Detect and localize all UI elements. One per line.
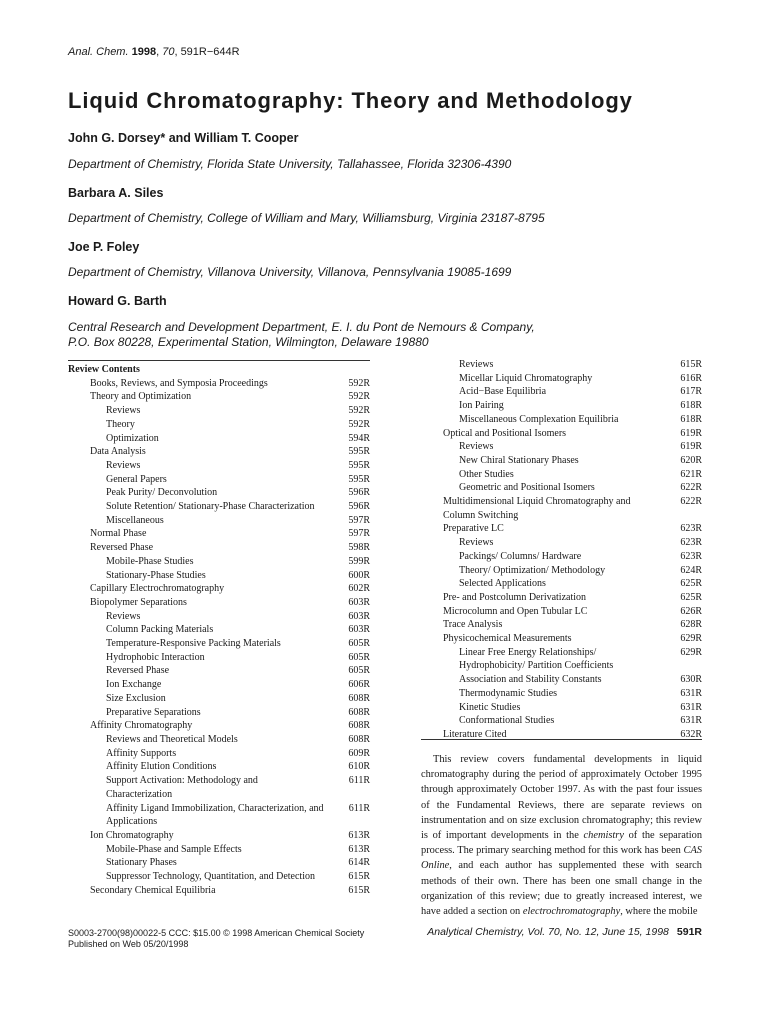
- toc-entry-page: 603R: [348, 596, 370, 608]
- toc-entry: [68, 664, 370, 678]
- toc-entry: [421, 564, 702, 578]
- toc-entry-label: Literature Cited: [443, 728, 507, 740]
- footer-copyright: [68, 928, 364, 950]
- footer-journal: [427, 926, 702, 938]
- toc-entry-label: Reviews: [106, 405, 141, 417]
- toc-entry: [68, 390, 370, 404]
- footer-copyright-line: S0003-2700(98)00022-5 CCC: $15.00 © 1998 American Chemical Society: [68, 928, 365, 938]
- toc-entry: [421, 385, 702, 399]
- toc-entry-label: Affinity Chromatography: [90, 720, 193, 732]
- toc-entry: [68, 651, 370, 665]
- author-names: Howard G. Barth: [68, 294, 167, 308]
- toc-entry-page: 608R: [348, 706, 370, 718]
- author-names: John G. Dorsey* and William T. Cooper: [68, 131, 299, 145]
- toc-entry: [68, 541, 370, 555]
- toc-entry-page: 623R: [680, 523, 702, 535]
- toc-entry-label: Miscellaneous Complexation Equilibria: [459, 413, 619, 425]
- toc-entry-label: Association and Stability Constants: [459, 674, 602, 686]
- author-affiliation: [68, 211, 545, 226]
- toc-entry-label: Biopolymer Separations: [90, 596, 187, 608]
- toc-entry-label: Preparative Separations: [106, 706, 201, 718]
- toc-entry-label: Optimization: [106, 432, 159, 444]
- toc-entry-page: 596R: [348, 487, 370, 499]
- toc-entry-label: Linear Free Energy Relationships/ Hydrophobicity/ Partition Coefficients: [459, 646, 614, 672]
- citation-year: 1998: [131, 46, 157, 58]
- toc-entry-page: 605R: [348, 638, 370, 650]
- toc-entry: [68, 596, 370, 610]
- affiliation-line: Central Research and Development Department, E. I. du Pont de Nemours & Company,: [68, 320, 535, 334]
- citation: Anal. Chem. 1998, 70, 591R−644R: [68, 46, 240, 58]
- citation-pages: , 591R−644R: [174, 46, 240, 58]
- toc-entry: [421, 413, 702, 427]
- toc-right-rows: [421, 358, 702, 742]
- toc-entry-page: 596R: [348, 501, 370, 513]
- toc-entry: [68, 774, 370, 801]
- body-text-run: , and each author has supplemented these with search methods of their own. There has been one small change in the organization of this review; due to greatly increased interest, we have added a section on: [421, 860, 702, 918]
- toc-entry-page: 615R: [348, 884, 370, 896]
- toc-entry-label: General Papers: [106, 473, 167, 485]
- toc-entry-label: Reviews: [106, 610, 141, 622]
- toc-entry: [421, 372, 702, 386]
- toc-entry-label: Reversed Phase: [106, 665, 170, 677]
- toc-entry-label: Stationary Phases: [106, 857, 177, 869]
- toc-entry-page: 600R: [348, 569, 370, 581]
- toc-entry-label: Secondary Chemical Equilibria: [90, 884, 216, 896]
- toc-entry-page: 605R: [348, 665, 370, 677]
- toc-entry-label: Affinity Elution Conditions: [106, 761, 217, 773]
- toc-entry-label: Normal Phase: [90, 528, 147, 540]
- toc-entry: [68, 829, 370, 843]
- toc-entry-page: 617R: [680, 386, 702, 398]
- toc-entry-page: 597R: [348, 528, 370, 540]
- toc-left-rows: [68, 377, 370, 898]
- toc-entry: [68, 418, 370, 432]
- toc-entry-label: Stationary-Phase Studies: [106, 569, 206, 581]
- footer-published-line: Published on Web 05/20/1998: [68, 939, 189, 949]
- toc-entry-page: 606R: [348, 679, 370, 691]
- toc-entry: [421, 550, 702, 564]
- toc-entry-label: Size Exclusion: [106, 692, 166, 704]
- toc-entry-label: Micellar Liquid Chromatography: [459, 372, 593, 384]
- toc-entry-page: 605R: [348, 651, 370, 663]
- toc-entry-page: 631R: [680, 701, 702, 713]
- toc-entry-page: 615R: [348, 871, 370, 883]
- toc-entry: [68, 719, 370, 733]
- toc-entry: [421, 495, 702, 522]
- toc-entry-page: 610R: [348, 761, 370, 773]
- toc-entry-page: 632R: [680, 728, 702, 740]
- toc-entry-label: Reviews and Theoretical Models: [106, 733, 238, 745]
- toc-entry: [68, 760, 370, 774]
- toc-entry-label: Ion Exchange: [106, 679, 162, 691]
- toc-entry: [68, 706, 370, 720]
- affiliation-line: Department of Chemistry, Villanova University, Villanova, Pennsylvania 19085-1699: [68, 265, 512, 279]
- toc-entry: [68, 555, 370, 569]
- toc-entry-label: Conformational Studies: [459, 715, 555, 727]
- toc-entry-page: 598R: [348, 542, 370, 554]
- toc-entry: [421, 536, 702, 550]
- toc-entry-label: Theory/ Optimization/ Methodology: [459, 564, 606, 576]
- toc-entry-label: Optical and Positional Isomers: [443, 427, 567, 439]
- toc-entry-page: 595R: [348, 473, 370, 485]
- toc-entry: [68, 445, 370, 459]
- toc-entry: [68, 747, 370, 761]
- toc-entry: [421, 522, 702, 536]
- toc-entry-label: Solute Retention/ Stationary-Phase Characterization: [106, 501, 315, 513]
- toc-entry: [68, 377, 370, 391]
- toc-entry-label: Ion Pairing: [459, 400, 504, 412]
- toc-entry-label: Capillary Electrochromatography: [90, 583, 225, 595]
- toc-entry: [421, 591, 702, 605]
- toc-entry-page: 608R: [348, 692, 370, 704]
- toc-entry-page: 619R: [680, 441, 702, 453]
- toc-entry-page: 626R: [680, 605, 702, 617]
- toc-entry: [68, 802, 370, 829]
- toc-entry: [68, 692, 370, 706]
- toc-entry: [68, 486, 370, 500]
- review-contents-left: [68, 363, 370, 897]
- toc-entry-page: 620R: [680, 454, 702, 466]
- toc-entry-label: Geometric and Positional Isomers: [459, 482, 595, 494]
- toc-entry-page: 624R: [680, 564, 702, 576]
- body-emphasis: electrochromatography: [522, 906, 621, 918]
- toc-entry-page: 618R: [680, 400, 702, 412]
- toc-entry-label: Trace Analysis: [443, 619, 503, 631]
- footer-page-number: 591R: [676, 926, 702, 938]
- body-text-run: , where the mobile: [620, 906, 698, 918]
- toc-entry-label: Acid−Base Equilibria: [459, 386, 547, 398]
- toc-entry: [68, 623, 370, 637]
- toc-entry: [68, 856, 370, 870]
- toc-entry: [68, 500, 370, 514]
- toc-entry-page: 613R: [348, 829, 370, 841]
- toc-entry: [421, 427, 702, 441]
- toc-entry: [68, 569, 370, 583]
- toc-entry-label: Theory and Optimization: [90, 391, 192, 403]
- author-affiliation: [68, 265, 511, 280]
- toc-bottom-rule: [421, 739, 702, 740]
- toc-entry: [421, 358, 702, 372]
- author-names: Joe P. Foley: [68, 240, 140, 254]
- toc-entry-page: 611R: [348, 775, 370, 787]
- toc-entry-label: Thermodynamic Studies: [459, 687, 558, 699]
- toc-entry-label: Kinetic Studies: [459, 701, 521, 713]
- toc-entry: [68, 843, 370, 857]
- toc-entry-page: 592R: [348, 405, 370, 417]
- affiliation-line: P.O. Box 80228, Experimental Station, Wilmington, Delaware 19880: [68, 335, 429, 349]
- toc-entry-label: Affinity Ligand Immobilization, Characterization, and Applications: [106, 802, 324, 828]
- toc-entry: [68, 459, 370, 473]
- toc-entry: [421, 481, 702, 495]
- toc-entry-page: 625R: [680, 591, 702, 603]
- toc-top-rule: [68, 360, 370, 361]
- body-emphasis: chemistry: [583, 830, 624, 842]
- toc-entry: [421, 673, 702, 687]
- toc-entry-page: 603R: [348, 624, 370, 636]
- article-title: Liquid Chromatography: Theory and Methodology: [68, 88, 633, 113]
- toc-entry: [68, 678, 370, 692]
- toc-entry-page: 628R: [680, 619, 702, 631]
- toc-entry: [421, 646, 702, 673]
- toc-entry-label: Ion Chromatography: [90, 829, 174, 841]
- toc-entry-page: 595R: [348, 446, 370, 458]
- toc-entry-page: 621R: [680, 468, 702, 480]
- citation-volume: 70: [162, 46, 175, 58]
- toc-entry: [68, 610, 370, 624]
- toc-entry: [421, 701, 702, 715]
- toc-entry-page: 631R: [680, 687, 702, 699]
- toc-entry: [68, 473, 370, 487]
- toc-entry-page: 614R: [348, 857, 370, 869]
- toc-entry-label: Suppressor Technology, Quantitation, and Detection: [106, 871, 315, 883]
- toc-entry: [68, 870, 370, 884]
- body-text-run: This review covers fundamental developments in liquid chromatography during the period of approximately October 1995 through approximately October 1997. As with the past four issues of the Fundamental Reviews, there are separate reviews on instrumentation and on size exclusion chromatography; this review is of important developments in the: [421, 754, 702, 842]
- toc-entry-page: 608R: [348, 720, 370, 732]
- toc-entry-page: 629R: [680, 646, 702, 658]
- toc-entry-label: Peak Purity/ Deconvolution: [106, 487, 218, 499]
- toc-entry-label: Packings/ Columns/ Hardware: [459, 550, 582, 562]
- toc-entry-page: 623R: [680, 550, 702, 562]
- toc-entry-label: Reversed Phase: [90, 542, 154, 554]
- toc-entry-page: 616R: [680, 372, 702, 384]
- toc-entry-page: 595R: [348, 459, 370, 471]
- toc-entry: [68, 432, 370, 446]
- toc-entry-page: 608R: [348, 733, 370, 745]
- toc-entry: [421, 618, 702, 632]
- toc-entry-page: 592R: [348, 377, 370, 389]
- toc-entry: [68, 733, 370, 747]
- toc-entry-page: 602R: [348, 583, 370, 595]
- toc-entry-page: 613R: [348, 843, 370, 855]
- toc-entry-label: New Chiral Stationary Phases: [459, 454, 579, 466]
- author-names: Barbara A. Siles: [68, 186, 164, 200]
- toc-entry-label: Mobile-Phase and Sample Effects: [106, 843, 242, 855]
- toc-entry-label: Temperature-Responsive Packing Materials: [106, 638, 281, 650]
- toc-entry: [421, 399, 702, 413]
- toc-entry-page: 594R: [348, 432, 370, 444]
- toc-entry-page: 599R: [348, 555, 370, 567]
- toc-entry-page: 631R: [680, 715, 702, 727]
- toc-entry: [421, 605, 702, 619]
- toc-entry: [421, 577, 702, 591]
- toc-entry: [68, 514, 370, 528]
- toc-entry-page: 592R: [348, 391, 370, 403]
- toc-entry: [68, 884, 370, 898]
- toc-entry-page: 618R: [680, 413, 702, 425]
- toc-entry-label: Mobile-Phase Studies: [106, 555, 194, 567]
- toc-entry-label: Reviews: [459, 441, 494, 453]
- toc-entry: [421, 468, 702, 482]
- toc-entry-label: Data Analysis: [90, 446, 146, 458]
- toc-entry-page: 630R: [680, 674, 702, 686]
- toc-entry-page: 597R: [348, 514, 370, 526]
- toc-entry-label: Multidimensional Liquid Chromatography and Column Switching: [443, 496, 631, 521]
- toc-entry-label: Affinity Supports: [106, 747, 177, 759]
- toc-entry: [421, 632, 702, 646]
- toc-entry-label: Other Studies: [459, 468, 514, 480]
- body-text-run: of the separation process. The primary searching method for this work has been: [421, 830, 703, 857]
- toc-entry-page: 622R: [680, 482, 702, 494]
- toc-entry-page: 623R: [680, 537, 702, 549]
- toc-entry: [68, 637, 370, 651]
- toc-entry-label: Theory: [106, 418, 135, 430]
- toc-entry: [421, 714, 702, 728]
- toc-entry-label: Column Packing Materials: [106, 624, 214, 636]
- toc-entry-label: Reviews: [459, 359, 494, 370]
- toc-entry-label: Microcolumn and Open Tubular LC: [443, 605, 588, 617]
- toc-entry-page: 603R: [348, 610, 370, 622]
- review-contents-right: [421, 358, 702, 742]
- toc-entry-page: 629R: [680, 633, 702, 645]
- citation-journal: Anal. Chem.: [68, 46, 129, 58]
- toc-entry-label: Selected Applications: [459, 578, 546, 590]
- toc-entry: [68, 527, 370, 541]
- footer-journal-issue: Analytical Chemistry, Vol. 70, No. 12, June 15, 1998: [427, 926, 669, 938]
- toc-entry-label: Books, Reviews, and Symposia Proceedings: [90, 377, 268, 389]
- toc-entry-page: 625R: [680, 578, 702, 590]
- toc-entry-page: 615R: [680, 359, 702, 370]
- author-affiliation: [68, 320, 535, 350]
- toc-entry: [68, 582, 370, 596]
- affiliation-line: Department of Chemistry, College of William and Mary, Williamsburg, Virginia 23187-8795: [68, 211, 545, 225]
- toc-entry-label: Reviews: [459, 537, 494, 549]
- toc-entry-label: Preparative LC: [443, 523, 504, 535]
- toc-entry-page: 619R: [680, 427, 702, 439]
- toc-entry-page: 592R: [348, 418, 370, 430]
- affiliation-line: Department of Chemistry, Florida State University, Tallahassee, Florida 32306-4390: [68, 157, 512, 171]
- toc-entry-label: Physicochemical Measurements: [443, 633, 572, 645]
- toc-entry: [68, 404, 370, 418]
- toc-entry-page: 622R: [680, 496, 702, 508]
- toc-heading: Review Contents: [68, 364, 140, 375]
- toc-entry: [421, 687, 702, 701]
- body-paragraph: [421, 752, 702, 919]
- toc-entry-page: 611R: [348, 802, 370, 814]
- author-affiliation: [68, 157, 511, 172]
- toc-entry-label: Support Activation: Methodology and Characterization: [106, 775, 258, 800]
- body-emphasis: CAS Online: [421, 845, 702, 872]
- toc-entry-label: Reviews: [106, 459, 141, 471]
- toc-entry-label: Miscellaneous: [106, 514, 164, 526]
- toc-entry-label: Hydrophobic Interaction: [106, 651, 205, 663]
- toc-entry-page: 609R: [348, 747, 370, 759]
- toc-entry-label: Pre- and Postcolumn Derivatization: [443, 591, 587, 603]
- toc-entry: [421, 454, 702, 468]
- toc-entry: [421, 440, 702, 454]
